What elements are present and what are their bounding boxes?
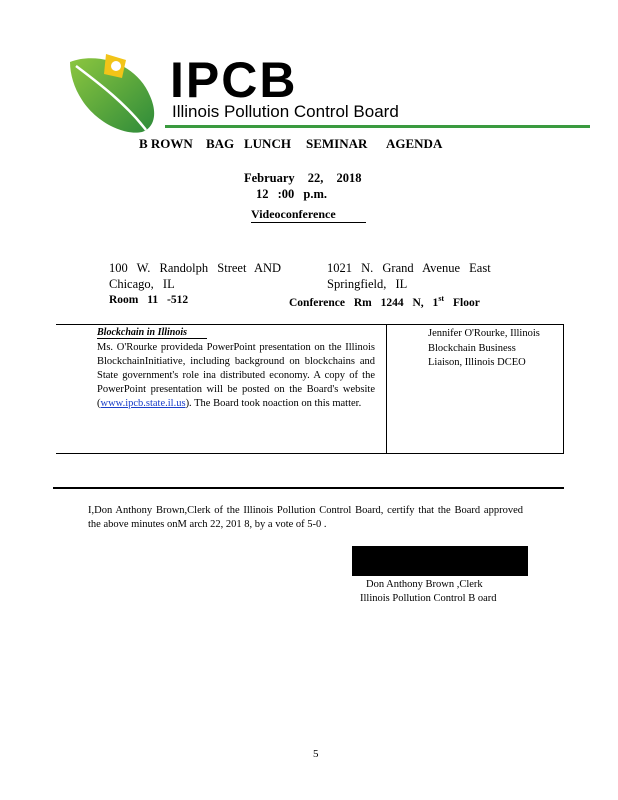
section-divider (53, 487, 564, 489)
header-divider (165, 125, 590, 128)
agenda-table-divider (386, 324, 387, 453)
title-word-agenda: AGENDA (386, 136, 443, 151)
chicago-city: Chicago, IL (109, 277, 175, 291)
title-word-bag: BAG (206, 136, 235, 151)
meeting-location-type: Videoconference (251, 207, 366, 223)
agenda-topic: Blockchain in Illinois (97, 327, 207, 339)
title-word-lunch: LUNCH (244, 136, 291, 151)
logo-acronym: IPCB (170, 52, 298, 108)
springfield-street: 1021 N. Grand Avenue East (327, 261, 491, 275)
certification-text: I,Don Anthony Brown,Clerk of the Illinois Pollution Control Board, certify that the Board approved the above minutes onM arch 22, 201 8, by a vote of 5-0 . (88, 505, 523, 530)
springfield-city: Springfield, IL (327, 277, 408, 291)
chicago-room: Room 11 -512 (109, 294, 189, 306)
meeting-time: 12 :00 p.m. (256, 187, 328, 201)
ipcb-logo-leaf-icon (66, 48, 166, 134)
signer-name: Don Anthony Brown ,Clerk (366, 579, 483, 590)
title-word-seminar: SEMINAR (306, 136, 368, 151)
title-word-brown: B ROWN (139, 136, 193, 151)
meeting-date: February 22, 2018 (244, 171, 362, 185)
signature-redaction (352, 546, 528, 576)
logo-org-name: Illinois Pollution Control Board (172, 102, 399, 121)
agenda-description: Ms. O'Rourke provideda PowerPoint presentation on the Illinois BlockchainInitiative, including background on blockchains and State government's role ina distributed economy. A copy of the PowerPoint presentation will be posted on the Board's website (www.ipcb.state.il.us). The Board took noaction on this matter. (97, 342, 375, 409)
springfield-room: Conference Rm 1244 N, 1st Floor (289, 294, 480, 309)
signer-org: Illinois Pollution Control B oard (360, 593, 497, 604)
chicago-street: 100 W. Randolph Street (109, 261, 247, 275)
page-number: 5 (313, 748, 319, 760)
agenda-presenter: Jennifer O'Rourke, Illinois Blockchain Business Liaison, Illinois DCEO (428, 328, 540, 368)
ipcb-website-link[interactable]: www.ipcb.state.il.us (100, 398, 186, 409)
address-connector: AND (254, 261, 282, 275)
